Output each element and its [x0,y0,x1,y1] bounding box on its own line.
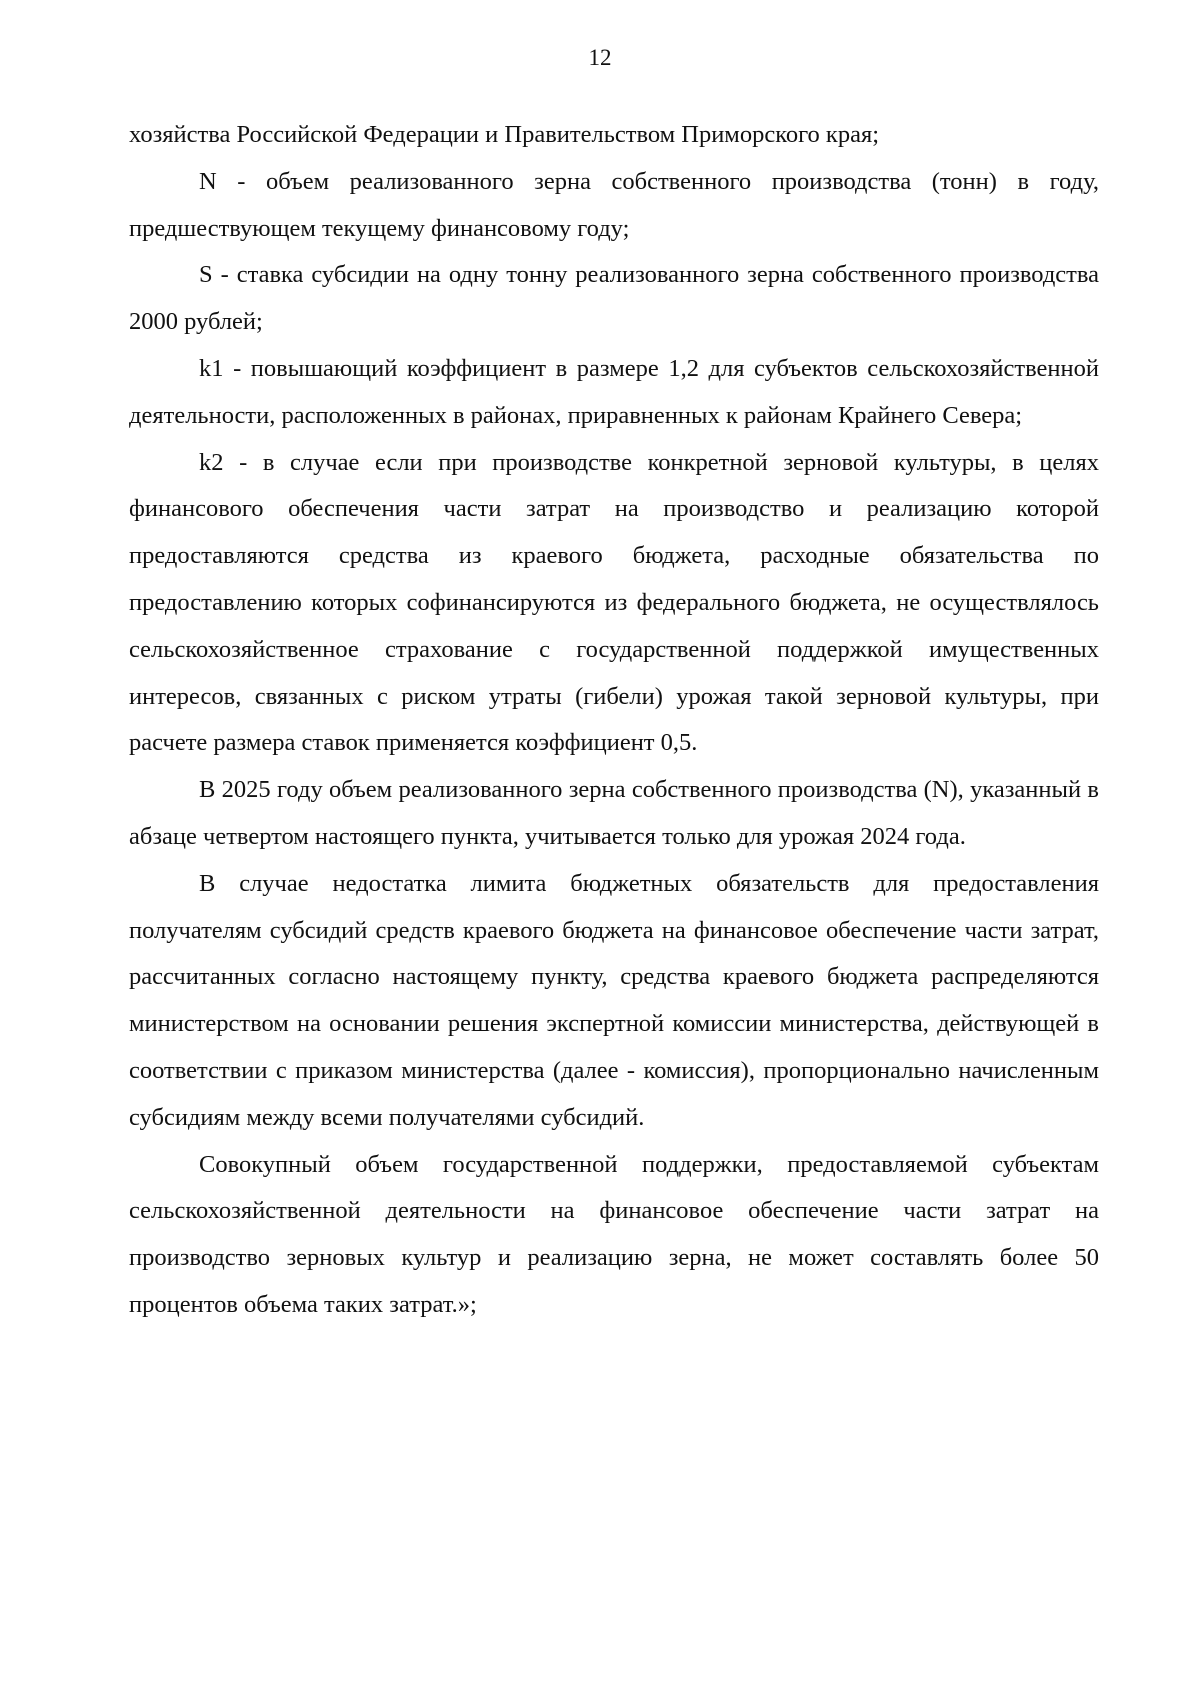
paragraph-k1-definition: k1 - повышающий коэффициент в размере 1,2 для субъектов сельскохозяйственной деятельности, расположенных в районах, приравненных к районам Крайнего Севера; [129,354,1099,429]
paragraph-s-definition: S - ставка субсидии на одну тонну реализованного зерна собственного производства 2000 рублей; [129,261,1099,336]
paragraph-budget-limit: В случае недостатка лимита бюджетных обязательств для предоставления получателям субсидий средств краевого бюджета на финансовое обеспечение части затрат, рассчитанных согласно настоящему пункту, средства краевого бюджета распределяются министерством на основании решения экспертной комиссии министерства, действующей в соответствии с приказом министерства (далее - комиссия), пропорционально начисленным субсидиям между всеми получателями субсидий. [129,869,1099,1131]
document-body [129,112,1099,1329]
paragraph-continuation: хозяйства Российской Федерации и Правительством Приморского края; [129,121,880,148]
page-number: 12 [588,45,612,70]
paragraph-n-definition: N - объем реализованного зерна собственного производства (тонн) в году, предшествующем текущему финансовому году; [129,167,1099,242]
paragraph-total-support: Совокупный объем государственной поддержки, предоставляемой субъектам сельскохозяйственной деятельности на финансовое обеспечение части затрат на производство зерновых культур и реализацию зерна, не может составлять более 50 процентов объема таких затрат.»; [129,1150,1099,1318]
paragraph-2025-volume: В 2025 году объем реализованного зерна собственного производства (N), указанный в абзаце четвертом настоящего пункта, учитывается только для урожая 2024 года. [129,776,1099,850]
paragraph-k2-definition: k2 - в случае если при производстве конкретной зерновой культуры, в целях финансового обеспечения части затрат на производство и реализацию которой предоставляются средства из краевого бюджета, расходные обязательства по предоставлению которых софинансируются из федерального бюджета, не осуществлялось сельскохозяйственное страхование с государственной поддержкой имущественных интересов, связанных с риском утраты (гибели) урожая такой зерновой культуры, при расчете размера ставок применяется коэффициент 0,5. [129,448,1099,757]
